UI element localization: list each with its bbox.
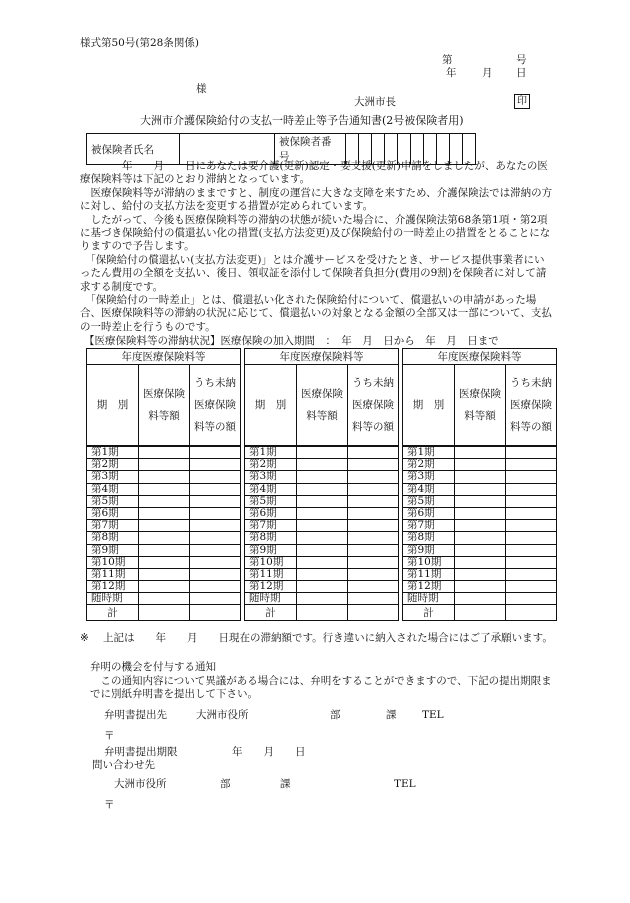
period-label: 第2期	[245, 459, 297, 471]
date-month: 月	[482, 67, 493, 79]
period-label: 第6期	[87, 507, 139, 519]
col-period: 期 別	[403, 365, 455, 447]
insured-number-label: 被保険者番号	[275, 134, 346, 165]
period-label: 第11期	[87, 568, 139, 580]
period-label: 第8期	[403, 532, 455, 544]
mayor-name: 大洲市長	[354, 96, 396, 108]
date-year: 年	[446, 67, 457, 79]
period-label: 第11期	[245, 568, 297, 580]
period-label: 第11期	[403, 568, 455, 580]
period-label: 第3期	[245, 471, 297, 483]
period-label: 第1期	[87, 446, 139, 459]
form-number: 様式第50号(第28条関係)	[80, 37, 199, 49]
period-label: 第9期	[245, 544, 297, 556]
number-dai: 第	[442, 54, 453, 66]
body-paragraph: 医療保険料等が滞納のままですと、制度の運営に大きな支障を来すため、介護保険法では滞納の方に対し、給付の支払方法を変更する措置が定められています。	[80, 186, 553, 213]
submit-bu: 部	[330, 709, 341, 721]
hearing-heading: 弁明の機会を付与する通知	[90, 661, 216, 673]
period-label: 第1期	[245, 446, 297, 459]
period-label: 随時期	[245, 593, 297, 605]
addressee-suffix: 様	[196, 83, 207, 95]
submit-postal-mark: 〒	[104, 730, 115, 742]
period-label: 第10期	[403, 556, 455, 568]
deadline-date: 年 月 日	[232, 746, 306, 758]
period-label: 第6期	[403, 507, 455, 519]
body-paragraph: 「保険給付の償還払い(支払方法変更)」とは介護サービスを受けたとき、サービス提供事業者にいったん費用の全額を支払い、後日、領収証を添付して保険者負担分(費用の9割)を保険者に対して請求する制度です。	[80, 253, 547, 293]
total-label: 計	[245, 605, 297, 621]
col-amount: 医療保険料等額	[455, 365, 506, 447]
date-day: 日	[516, 67, 527, 79]
contact-heading: 問い合わせ先	[92, 759, 155, 771]
body-paragraph: 年 月 日にあなたは要介護(更新)認定・要支援(更新)申請をしましたが、あなたの医療保険料等は下記のとおり滞納となっています。	[80, 160, 548, 186]
period-label: 第8期	[87, 532, 139, 544]
period-label: 随時期	[403, 593, 455, 605]
period-label: 第6期	[245, 507, 297, 519]
contact-ka: 課	[280, 778, 291, 790]
official-seal: 印	[514, 94, 530, 109]
premium-table	[244, 348, 399, 621]
insured-name-label: 被保険者氏名	[87, 134, 180, 165]
col-unpaid: うち未納医療保険料等の額	[506, 365, 557, 447]
col-period: 期 別	[245, 365, 297, 447]
submit-ka: 課	[386, 709, 397, 721]
period-label: 第5期	[245, 495, 297, 507]
period-label: 第2期	[87, 459, 139, 471]
note-text: 上記は 年 月 日現在の滞納額です。行き違いに納入された場合にはご了承願います。	[103, 632, 553, 644]
period-label: 第5期	[87, 495, 139, 507]
period-label: 第3期	[403, 471, 455, 483]
period-label: 第3期	[87, 471, 139, 483]
number-go: 号	[516, 54, 527, 66]
total-label: 計	[87, 605, 139, 621]
year-header: 年度医療保険料等	[245, 349, 399, 365]
period-label: 第7期	[403, 520, 455, 532]
period-label: 第12期	[87, 581, 139, 593]
period-label: 第7期	[245, 520, 297, 532]
year-header: 年度医療保険料等	[87, 349, 241, 365]
period-label: 第2期	[403, 459, 455, 471]
period-label: 第8期	[245, 532, 297, 544]
total-label: 計	[403, 605, 455, 621]
period-label: 第9期	[403, 544, 455, 556]
arrears-status-line: 【医療保険料等の滞納状況】医療保険の加入期間 ： 年 月 日から 年 月 日まで	[84, 335, 499, 347]
col-amount: 医療保険料等額	[139, 365, 190, 447]
body-text	[80, 160, 555, 334]
col-period: 期 別	[87, 365, 139, 447]
col-unpaid: うち未納医療保険料等の額	[348, 365, 399, 447]
premium-table	[86, 348, 241, 621]
period-label: 第10期	[245, 556, 297, 568]
year-header: 年度医療保険料等	[403, 349, 557, 365]
document-title: 大洲市介護保険給付の支払一時差止等予告通知書(2号被保険者用)	[140, 114, 464, 127]
contact-postal-mark: 〒	[104, 799, 115, 811]
hearing-text: この通知内容について異議がある場合には、弁明をすることができますので、下記の提出期限までに別紙弁明書を提出して下さい。	[90, 675, 552, 701]
period-label: 第5期	[403, 495, 455, 507]
col-amount: 医療保険料等額	[297, 365, 348, 447]
period-label: 第1期	[403, 446, 455, 459]
period-label: 随時期	[87, 593, 139, 605]
period-label: 第9期	[87, 544, 139, 556]
contact-bu: 部	[220, 778, 231, 790]
period-label: 第4期	[87, 483, 139, 495]
contact-tel: TEL	[394, 778, 416, 790]
note-mark: ※	[80, 632, 89, 644]
period-label: 第4期	[403, 483, 455, 495]
period-label: 第4期	[245, 483, 297, 495]
period-label: 第10期	[87, 556, 139, 568]
body-paragraph: 「保険給付の一時差止」とは、償還払い化された保険給付について、償還払いの申請があった場合、医療保険料等の滞納の状況に応じて、償還払いの対象となる金額の全部又は一部について、支払の一時差止を行うものです。	[80, 294, 552, 333]
submit-destination-label: 弁明書提出先	[104, 709, 167, 721]
submit-office: 大洲市役所	[196, 709, 249, 721]
deadline-label: 弁明書提出期限	[104, 746, 178, 758]
period-label: 第12期	[403, 581, 455, 593]
submit-tel: TEL	[422, 709, 444, 721]
contact-office: 大洲市役所	[114, 778, 167, 790]
period-label: 第7期	[87, 520, 139, 532]
body-paragraph: したがって、今後も医療保険料等の滞納の状態が続いた場合に、介護保険法第68条第1項・第2項に基づき保険給付の償還払い化の措置(支払方法変更)及び保険給付の一時差止の措置をとることになりますので予告します。	[80, 213, 551, 253]
col-unpaid: うち未納医療保険料等の額	[190, 365, 241, 447]
period-label: 第12期	[245, 581, 297, 593]
premium-table	[402, 348, 557, 621]
